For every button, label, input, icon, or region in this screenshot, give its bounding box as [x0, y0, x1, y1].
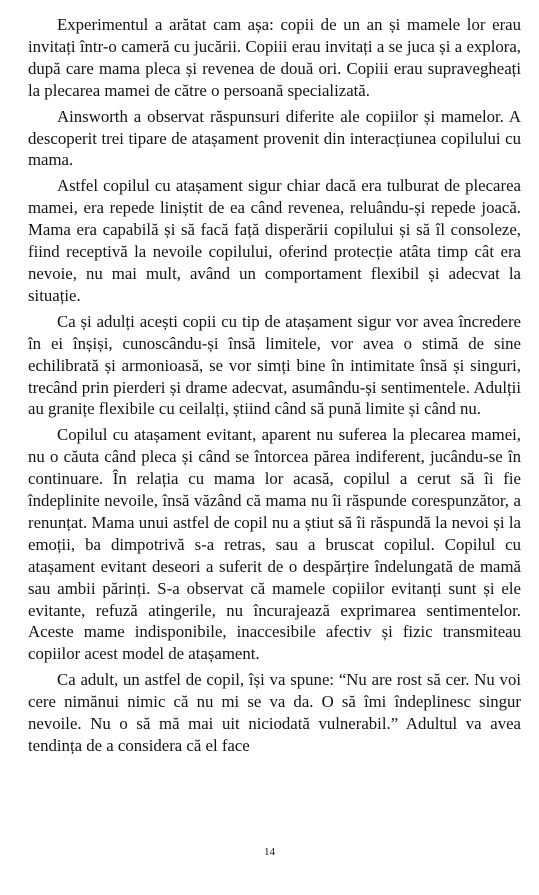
- paragraph-avoidant-adult: Ca adult, un astfel de copil, își va spune: “Nu are rost să cer. Nu voi cere nimănui nimic că nu mi se va da. O să îmi îndeplinesc singur nevoile. Nu o să mă mai uit niciodată vulnerabil.” Adultul va avea tendința de a considera că el face: [28, 670, 521, 755]
- paragraph-secure-child: Astfel copilul cu atașament sigur chiar dacă era tulburat de plecarea mamei, era repede liniștit de ea când revenea, reluându-și repede joacă. Mama era capabilă și să facă față disperării copilului și să îl consoleze, fiind receptivă la nevoile copilului, oferind protecție atâta timp cât era nevoie, nu mai mult, având un comportament flexibil și adecvat la situație.: [28, 176, 521, 305]
- body-text: [28, 14, 521, 761]
- paragraph-experiment: Experimentul a arătat cam așa: copii de un an și mamele lor erau invitați într-o cameră cu jucării. Copiii erau invitați a se juca și a explora, după care mama pleca și revenea de două ori. Copiii erau supravegheați la plecarea mamei de către o persoană specializată.: [28, 15, 521, 100]
- page-number: 14: [264, 846, 275, 858]
- paragraph-secure-adult: Ca și adulți acești copii cu tip de atașament sigur vor avea încredere în ei înșiși, cunoscându-și însă limitele, vor avea o stimă de sine echilibrată și armonioasă, se vor simți bine în intimitate însă și singuri, trecând prin pierderi și drame adecvat, asumându-și sentimentele. Adulții au granițe flexibile cu ceilalți, știind când să pună limite și când nu.: [28, 311, 521, 419]
- paragraph-avoidant-child: Copilul cu atașament evitant, aparent nu suferea la plecarea mamei, nu o căuta când pleca și când se întorcea părea indiferent, jucându-se în continuare. În relația cu mama lor acasă, copilul a cerut să îi fie îndeplinite nevoile, însă văzând că mama nu îi răspunde corespunzător, a renunțat. Mama unui astfel de copil nu a știut să îi răspundă la nevoi și la emoții, ba dimpotrivă s-a retras, sau a bruscat copilul. Copilul cu atașament evitant deseori a suferit de o despărțire îndelungată de mamă sau ambii părinți. S-a observat că mamele copiilor evitanți sunt și ele evitante, refuză atingerile, nu încurajează exprimarea sentimentelor. Aceste mame indisponibile, inaccesibile afectiv și fizic transmiteau copiilor acest model de atașament.: [28, 425, 521, 664]
- paragraph-ainsworth: Ainsworth a observat răspunsuri diferite ale copiilor și mamelor. A descoperit trei tipare de atașament provenit din interacțiunea copilului cu mama.: [28, 106, 521, 170]
